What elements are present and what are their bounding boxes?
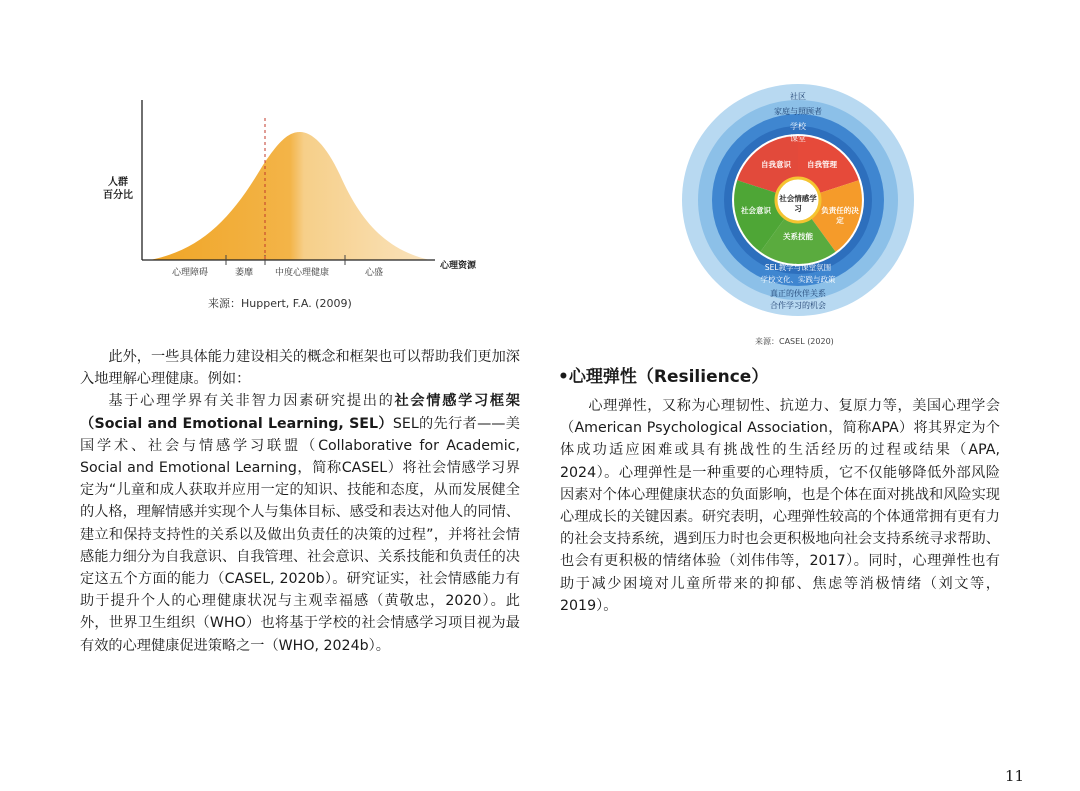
figure-source-casel: 来源：CASEL (2020) — [755, 337, 834, 346]
casel-wheel-figure — [680, 82, 916, 350]
figure-source: 来源：Huppert, F.A. (2009) — [208, 297, 352, 310]
paragraph-sel — [80, 390, 520, 656]
sel-pre-text: 基于心理学界有关非智力因素研究提出的 — [108, 393, 395, 410]
segment-label-social-awareness: 社会意识 — [741, 206, 771, 215]
ring-label-family: 家庭与照顾者 — [774, 107, 822, 116]
segment-label-self-management: 自我管理 — [807, 160, 837, 169]
page-number: 11 — [1005, 767, 1025, 785]
paragraph-resilience: 心理弹性，又称为心理韧性、抗逆力、复原力等，美国心理学会（American Psychological Association，简称APA）将其界定为个体成功适应困难或具有挑战性的生活经历的过程或结果（APA, 2024）。心理弹性是一种重要的心理特质，它不仅能够降低外部风险因素对个体心理健康状态的负面影响，也是个体在面对挑战和风险实现心理成长的关键因素。研究表明，心理弹性较高的个体通常拥有更有力的社会支持系统，遇到压力时也会更积极地向社会支持系统寻求帮助、也会有更积极的情绪体验（刘伟伟等，2017）。同时，心理弹性也有助于减少困境对儿童所带来的抑郁、焦虑等消极情绪（刘文等，2019）。 — [560, 398, 1000, 614]
center-label: 社会情感学习 — [779, 194, 817, 213]
y-axis-label — [100, 176, 136, 202]
ring-label-classroom: 课堂 — [790, 134, 806, 143]
paragraph-intro: 此外，一些具体能力建设相关的概念和框架也可以帮助我们更加深入地理解心理健康。例如： — [80, 349, 520, 388]
arc-label-cooperative: 合作学习的机会 — [770, 301, 826, 310]
x-tick-2: 萎靡 — [235, 268, 254, 278]
y-label-line1: 人群 — [108, 177, 128, 188]
ring-label-school: 学校 — [790, 122, 806, 131]
sel-post-text: SEL的先行者——美国学术、社会与情感学习联盟（Collaborative for Academic, Social and Emotional Learning，简称CASEL）将社会情感学习界定为“儿童和成人获取并应用一定的知识、技能和态度，从而发展健全的人格，理解情感并实现个人与集体目标、感受和表达对他人的同情、建立和保持支持性的关系以及做出负责任的决策的过程”，并将社会情感能力细分为自我意识、自我管理、社会意识、关系技能和负责任的决定这五个方面的能力（CASEL, 2020b）。研究证实，社会情感能力有助于提升个人的心理健康状况与主观幸福感（黄敬忠，2020）。此外，世界卫生组织（WHO）也将基于学校的社会情感学习项目视为最有效的心理健康促进策略之一（WHO, 2024b）。 — [80, 415, 520, 654]
x-tick-1: 心理障碍 — [172, 268, 209, 278]
right-text-column — [560, 395, 1000, 617]
arc-label-partnership: 真正的伙伴关系 — [770, 289, 826, 298]
left-text-column — [80, 346, 520, 657]
x-tick-4: 心盛 — [365, 268, 384, 278]
sel-bold-term: 社会情感学习框架（Social and Emotional Learning, SEL） — [80, 393, 520, 432]
x-tick-3: 中度心理健康 — [275, 268, 330, 278]
segment-label-relationship-skills: 关系技能 — [783, 232, 813, 241]
segment-label-responsible-decision: 负责任的决定 — [821, 206, 859, 225]
y-label-line2: 百分比 — [103, 190, 133, 201]
bell-curve-figure — [90, 90, 510, 315]
arc-label-sel-teaching: SEL教学与课堂氛围 — [764, 263, 832, 272]
segment-label-self-awareness: 自我意识 — [761, 160, 791, 169]
bell-curve-area — [150, 132, 430, 260]
ring-label-community: 社区 — [790, 92, 806, 101]
x-axis-label: 心理资源 — [440, 261, 477, 271]
resilience-heading: •心理弹性（Resilience） — [558, 367, 769, 387]
arc-label-school-culture: 学校文化、实践与政策 — [760, 275, 836, 284]
